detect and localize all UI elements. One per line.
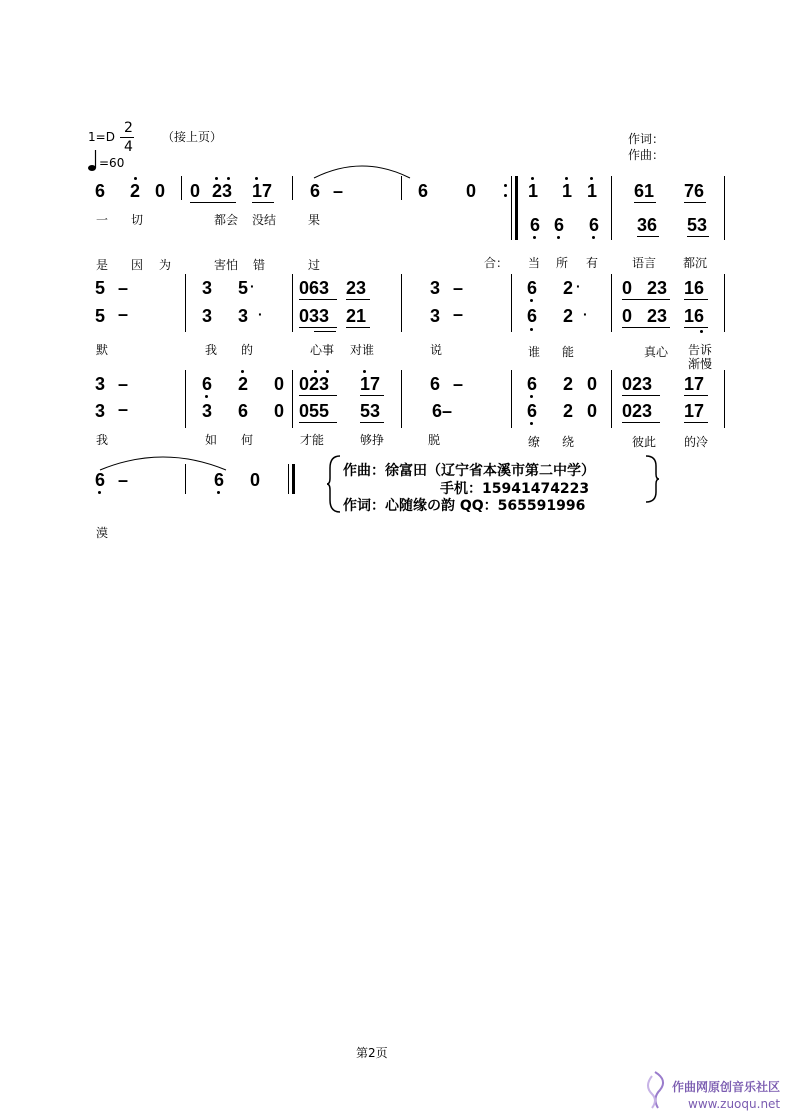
note: 17	[684, 374, 705, 394]
harmony-note: 3	[202, 306, 213, 326]
note: 17	[360, 374, 381, 394]
barline	[611, 274, 612, 332]
beam-line	[360, 395, 384, 396]
barline	[511, 370, 512, 428]
time-signature-bottom: 4	[124, 139, 133, 155]
chorus-label: 合：	[484, 256, 509, 270]
note-dash: –	[333, 181, 344, 201]
composer-label: 作曲：	[628, 148, 665, 162]
final-barline-thin	[288, 464, 289, 494]
beam-line-double	[314, 331, 336, 332]
harmony-note: 0	[622, 306, 633, 326]
octave-dot	[314, 370, 317, 373]
barline	[611, 370, 612, 428]
beam-line	[622, 422, 660, 423]
lyric: 害怕	[214, 258, 239, 272]
octave-dot	[227, 177, 230, 180]
right-brace-icon	[644, 454, 660, 504]
harmony-note: 6	[527, 306, 538, 326]
note: 2	[238, 374, 249, 394]
lyric: 真心	[644, 345, 669, 359]
note: 76	[684, 181, 705, 201]
octave-dot	[565, 177, 568, 180]
barline	[185, 274, 186, 332]
page-number: 第2页	[356, 1046, 388, 1060]
lyric: 果	[308, 213, 321, 227]
beam-line	[622, 327, 670, 328]
lyric: 默	[96, 343, 109, 357]
note: 2	[563, 278, 574, 298]
harmony-note: 17	[684, 401, 705, 421]
watermark-logo-icon	[640, 1068, 670, 1116]
note: 5	[238, 278, 249, 298]
barline	[292, 274, 293, 332]
harmony-note: 055	[299, 401, 330, 421]
beam-line	[346, 299, 370, 300]
note: 17	[252, 181, 273, 201]
note: 063	[299, 278, 330, 298]
harmony-note: 023	[622, 401, 653, 421]
lyric: 一	[96, 213, 109, 227]
augmentation-dot: ·	[576, 278, 581, 294]
octave-dot	[326, 370, 329, 373]
octave-dot	[592, 236, 595, 239]
harmony-note: 6	[527, 401, 538, 421]
lyric: 当	[528, 256, 541, 270]
barline	[185, 370, 186, 428]
beam-line	[687, 236, 709, 237]
lyric: 才能	[300, 433, 325, 447]
lyric: 没结	[252, 213, 277, 227]
harmony-note: 3	[430, 306, 441, 326]
note: 023	[299, 374, 330, 394]
note: 2	[563, 374, 574, 394]
note: 6	[430, 374, 441, 394]
lyric: 都会	[214, 213, 239, 227]
time-signature-top: 2	[124, 120, 133, 136]
barline	[181, 176, 182, 200]
harmony-note: 2	[563, 401, 574, 421]
lyric: 漠	[96, 526, 109, 540]
tempo-marking: =60	[99, 156, 125, 170]
barline	[724, 274, 725, 332]
beam-line	[299, 327, 337, 328]
quarter-note-icon	[88, 150, 98, 176]
octave-dot	[215, 177, 218, 180]
lyric: 我	[205, 343, 218, 357]
harmony-note: 6–	[432, 401, 453, 421]
note: 0	[274, 374, 285, 394]
lyric: 都沉	[683, 256, 708, 270]
note-dash: –	[118, 470, 129, 490]
harmony-note: 36	[637, 215, 658, 235]
note: 0	[622, 278, 633, 298]
harmony-note: 23	[647, 306, 668, 326]
beam-line	[622, 299, 670, 300]
time-signature-line	[120, 137, 134, 138]
key-signature: 1=D	[88, 130, 115, 144]
beam-line	[299, 422, 337, 423]
composer-credit: 作曲：徐富田（辽宁省本溪市第二中学）	[343, 463, 595, 479]
lyric: 够挣	[360, 433, 385, 447]
note-dash: –	[118, 278, 129, 298]
octave-dot	[700, 330, 703, 333]
octave-dot	[530, 395, 533, 398]
tempo-direction: 渐慢	[688, 357, 713, 371]
note-dash: –	[453, 278, 464, 298]
note: 6	[527, 278, 538, 298]
continued-label: （接上页）	[162, 130, 223, 144]
harmony-note: 0	[587, 401, 598, 421]
beam-line	[637, 236, 659, 237]
lyric: 缭	[528, 435, 541, 449]
slur-tie	[312, 160, 412, 180]
octave-dot	[98, 491, 101, 494]
note: 3	[95, 374, 106, 394]
beam-line	[634, 202, 656, 203]
barline	[724, 176, 725, 240]
note-dash: –	[118, 399, 129, 419]
lyric: 的冷	[684, 435, 709, 449]
lyric: 谁	[528, 345, 541, 359]
lyric: 过	[308, 258, 321, 272]
octave-dot	[134, 177, 137, 180]
barline	[611, 176, 612, 240]
note: 61	[634, 181, 655, 201]
lyric: 为	[159, 258, 172, 272]
note: 1	[528, 181, 539, 201]
beam-line	[684, 327, 708, 328]
note-dash: –	[453, 304, 464, 324]
beam-line	[299, 299, 337, 300]
barline	[292, 370, 293, 428]
note: 0	[155, 181, 166, 201]
lyric: 告诉	[688, 343, 713, 357]
octave-dot	[255, 177, 258, 180]
lyric: 我	[96, 433, 109, 447]
note-dash: –	[118, 304, 129, 324]
lyric: 何	[241, 433, 254, 447]
harmony-note: 6	[589, 215, 600, 235]
harmony-note: 033	[299, 306, 330, 326]
lyricist-label: 作词：	[628, 132, 665, 146]
note: 0	[587, 374, 598, 394]
lyric: 脱	[428, 433, 441, 447]
lyric: 说	[430, 343, 443, 357]
note: 6	[95, 470, 106, 490]
lyric: 有	[586, 256, 599, 270]
augmentation-dot: ·	[583, 306, 588, 322]
beam-line	[622, 395, 660, 396]
final-barline-thick	[292, 464, 295, 494]
harmony-note: 3	[95, 401, 106, 421]
note: 3	[202, 278, 213, 298]
lyric: 错	[253, 258, 266, 272]
note: 1	[587, 181, 598, 201]
octave-dot	[533, 236, 536, 239]
harmony-note: 2	[563, 306, 574, 326]
watermark-url[interactable]: www.zuoqu.net	[688, 1097, 781, 1111]
harmony-note: 0	[274, 401, 285, 421]
slur-tie	[98, 450, 228, 472]
octave-dot	[205, 395, 208, 398]
octave-dot	[531, 177, 534, 180]
harmony-note: 6	[530, 215, 541, 235]
lyric: 切	[131, 213, 144, 227]
octave-dot	[530, 299, 533, 302]
octave-dot	[590, 177, 593, 180]
barline	[724, 370, 725, 428]
beam-line	[299, 395, 337, 396]
octave-dot	[557, 236, 560, 239]
note: 0	[190, 181, 201, 201]
repeat-barline-thick	[515, 176, 518, 240]
note: 6	[214, 470, 225, 490]
note: 0	[250, 470, 261, 490]
barline	[401, 370, 402, 428]
note: 16	[684, 278, 705, 298]
harmony-note: 6	[238, 401, 249, 421]
beam-line	[684, 422, 708, 423]
augmentation-dot: ·	[250, 278, 255, 294]
beam-line	[190, 202, 236, 203]
harmony-note: 3	[238, 306, 249, 326]
note-dash: –	[453, 374, 464, 394]
lyric: 的	[241, 343, 254, 357]
beam-line	[684, 299, 708, 300]
note: 5	[95, 278, 106, 298]
lyric: 心事	[310, 343, 335, 357]
note: 3	[430, 278, 441, 298]
lyric: 绕	[562, 435, 575, 449]
harmony-note: 6	[554, 215, 565, 235]
lyric: 语言	[632, 256, 657, 270]
octave-dot	[241, 370, 244, 373]
watermark-title: 作曲网原创音乐社区	[672, 1080, 781, 1094]
note: 0	[466, 181, 477, 201]
augmentation-dot: ·	[258, 306, 263, 322]
harmony-note: 16	[684, 306, 705, 326]
harmony-note: 5	[95, 306, 106, 326]
lyric: 能	[562, 345, 575, 359]
harmony-note: 53	[687, 215, 708, 235]
beam-line	[684, 395, 708, 396]
beam-line	[360, 422, 384, 423]
note: 23	[212, 181, 233, 201]
note: 23	[346, 278, 367, 298]
lyric: 彼此	[632, 435, 657, 449]
harmony-note: 53	[360, 401, 381, 421]
lyric: 因	[131, 258, 144, 272]
note: 6	[418, 181, 429, 201]
beam-line	[252, 202, 274, 203]
repeat-dot	[504, 184, 507, 187]
left-brace-icon	[326, 454, 342, 514]
beam-line	[684, 202, 706, 203]
note: 6	[202, 374, 213, 394]
barline	[511, 176, 512, 240]
barline	[292, 176, 293, 200]
note: 023	[622, 374, 653, 394]
octave-dot	[363, 370, 366, 373]
beam-line	[346, 327, 370, 328]
note: 23	[647, 278, 668, 298]
harmony-note: 3	[202, 401, 213, 421]
octave-dot	[217, 491, 220, 494]
lyric: 对谁	[350, 343, 375, 357]
note-dash: –	[118, 374, 129, 394]
lyric: 是	[96, 258, 109, 272]
lyricist-credit: 作词：心随缘の韵 QQ：565591996	[343, 498, 586, 514]
lyric: 所	[556, 256, 569, 270]
harmony-note: 21	[346, 306, 367, 326]
lyric: 如	[205, 433, 218, 447]
note: 6	[95, 181, 106, 201]
repeat-dot	[504, 194, 507, 197]
note: 6	[527, 374, 538, 394]
note: 6	[310, 181, 321, 201]
note: 1	[562, 181, 573, 201]
barline	[511, 274, 512, 332]
octave-dot	[530, 328, 533, 331]
barline	[185, 464, 186, 494]
barline	[401, 274, 402, 332]
octave-dot	[530, 422, 533, 425]
phone-credit: 手机：15941474223	[440, 481, 590, 497]
note: 2	[130, 181, 141, 201]
